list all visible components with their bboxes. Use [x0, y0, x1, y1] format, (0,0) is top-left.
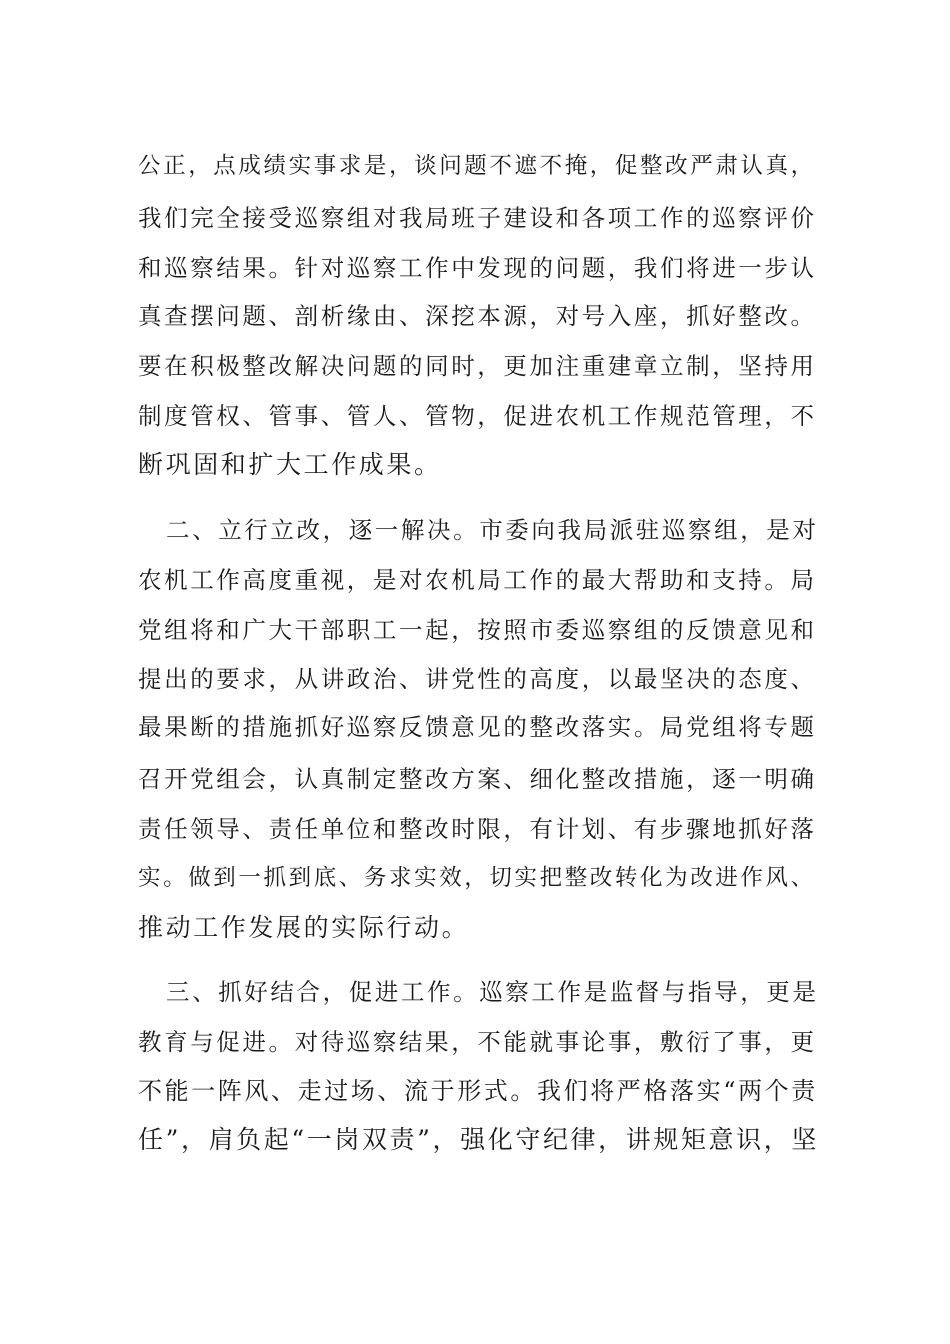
text-line: 提出的要求，从讲政治、讲党性的高度，以最坚决的态度、	[138, 665, 817, 693]
text-line: 责任领导、责任单位和整改时限，有计划、有步骤地抓好落	[138, 815, 817, 843]
text-line: 要在积极整改解决问题的同时，更加注重建章立制，坚持用	[138, 352, 817, 380]
text-line: 断巩固和扩大工作成果。	[138, 450, 442, 479]
text-line: 最果断的措施抓好巡察反馈意见的整改落实。局党组将专题	[138, 713, 817, 741]
text-line: 真查摆问题、剖析缘由、深挖本源，对号入座，抓好整改。	[138, 302, 817, 330]
text-line: 党组将和广大干部职工一起，按照市委巡察组的反馈意见和	[138, 616, 817, 644]
text-line: 和巡察结果。针对巡察工作中发现的问题，我们将进一步认	[138, 254, 817, 282]
text-line: 任”，肩负起“一岗双责”，强化守纪律，讲规矩意识，坚	[138, 1125, 819, 1154]
text-line: 召开党组会，认真制定整改方案、细化整改措施，逐一明确	[138, 765, 817, 793]
text-line: 推动工作发展的实际行动。	[138, 913, 470, 942]
text-line: 实。做到一抓到底、务求实效，切实把整改转化为改进作风、	[138, 865, 816, 891]
text-line: 不能一阵风、走过场、流于形式。我们将严格落实“两个责	[138, 1077, 818, 1105]
text-line: 教育与促进。对待巡察结果，不能就事论事，敷衍了事，更	[138, 1028, 817, 1056]
text-line: 公正，点成绩实事求是，谈问题不遮不掩，促整改严肃认真，	[138, 153, 816, 179]
text-line: 制度管权、管事、管人、管物，促进农机工作规范管理，不	[138, 402, 817, 430]
paragraph-heading-line: 三、抓好结合，促进工作。巡察工作是监督与指导，更是	[166, 978, 819, 1006]
text-line: 我们完全接受巡察组对我局班子建设和各项工作的巡察评价	[138, 204, 817, 232]
text-line: 农机工作高度重视，是对农机局工作的最大帮助和支持。局	[138, 566, 817, 594]
paragraph-heading-line: 二、立行立改，逐一解决。市委向我局派驻巡察组，是对	[166, 516, 819, 544]
